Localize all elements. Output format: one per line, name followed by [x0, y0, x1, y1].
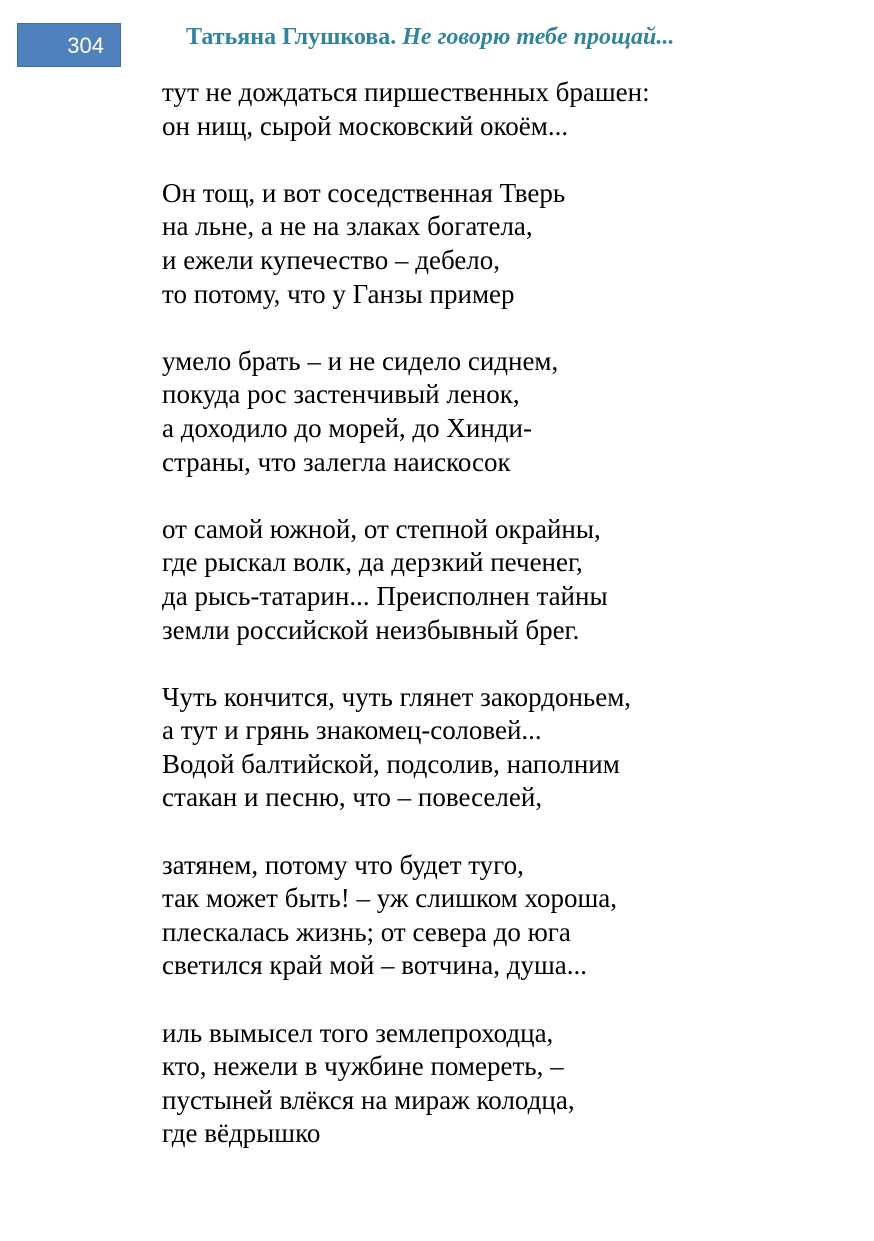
poem-line: от самой южной, от степной окрайны, — [162, 513, 601, 544]
poem-line: где вёдрышко — [162, 1118, 321, 1149]
poem-line: иль вымысел того землепроходца, — [162, 1017, 554, 1048]
stanza-7 — [162, 1017, 852, 1151]
poem-body — [162, 76, 852, 1185]
poem-line: светился край мой – вотчина, душа... — [162, 950, 587, 981]
work-title: Не говорю тебе прощай... — [402, 24, 675, 50]
poem-line: страны, что залегла наискосок — [162, 446, 511, 477]
poem-line: пустыней влёкся на мираж колодца, — [162, 1084, 575, 1115]
poem-line: то потому, что у Ганзы пример — [162, 278, 515, 309]
poem-line: покуда рос застенчивый ленок, — [162, 379, 520, 410]
poem-line: а тут и грянь знакомец-соловей... — [162, 715, 542, 746]
poem-line: кто, нежели в чужбине помереть, – — [162, 1051, 564, 1082]
author-name: Татьяна Глушкова. — [186, 24, 397, 50]
stanza-2 — [162, 177, 852, 311]
stanza-5 — [162, 681, 852, 815]
poem-line: так может быть! – уж слишком хороша, — [162, 883, 618, 914]
poem-line: плескалась жизнь; от севера до юга — [162, 916, 571, 947]
running-header — [186, 24, 674, 51]
poem-line: Водой балтийской, подсолив, наполним — [162, 748, 620, 779]
poem-line: где рыскал волк, да дерзкий печенег, — [162, 547, 583, 578]
poem-line: Чуть кончится, чуть глянет закордоньем, — [162, 681, 632, 712]
poem-line: и ежели купечество – дебело, — [162, 244, 501, 275]
stanza-3 — [162, 345, 852, 479]
poem-line: земли российской неизбывный брег. — [162, 614, 580, 645]
poem-line: умело брать – и не сидело сиднем, — [162, 345, 559, 376]
poem-line: затянем, потому что будет туго, — [162, 849, 524, 880]
poem-line: Он тощ, и вот соседственная Тверь — [162, 177, 566, 208]
stanza-4 — [162, 513, 852, 647]
poem-line: тут не дождаться пиршественных брашен: — [162, 77, 650, 107]
poem-line: а доходило до морей, до Хинди- — [162, 412, 532, 443]
poem-line: он нищ, сырой московский окоём... — [162, 110, 569, 141]
poem-line: да рысь-татарин... Преисполнен тайны — [162, 580, 608, 611]
page-number: 304 — [67, 33, 104, 58]
poem-line: стакан и песню, что – повеселей, — [162, 782, 543, 813]
stanza-1 — [162, 76, 852, 143]
page-number-badge — [17, 23, 121, 67]
poem-line: на льне, а не на злаках богатела, — [162, 211, 533, 242]
stanza-6 — [162, 849, 852, 983]
